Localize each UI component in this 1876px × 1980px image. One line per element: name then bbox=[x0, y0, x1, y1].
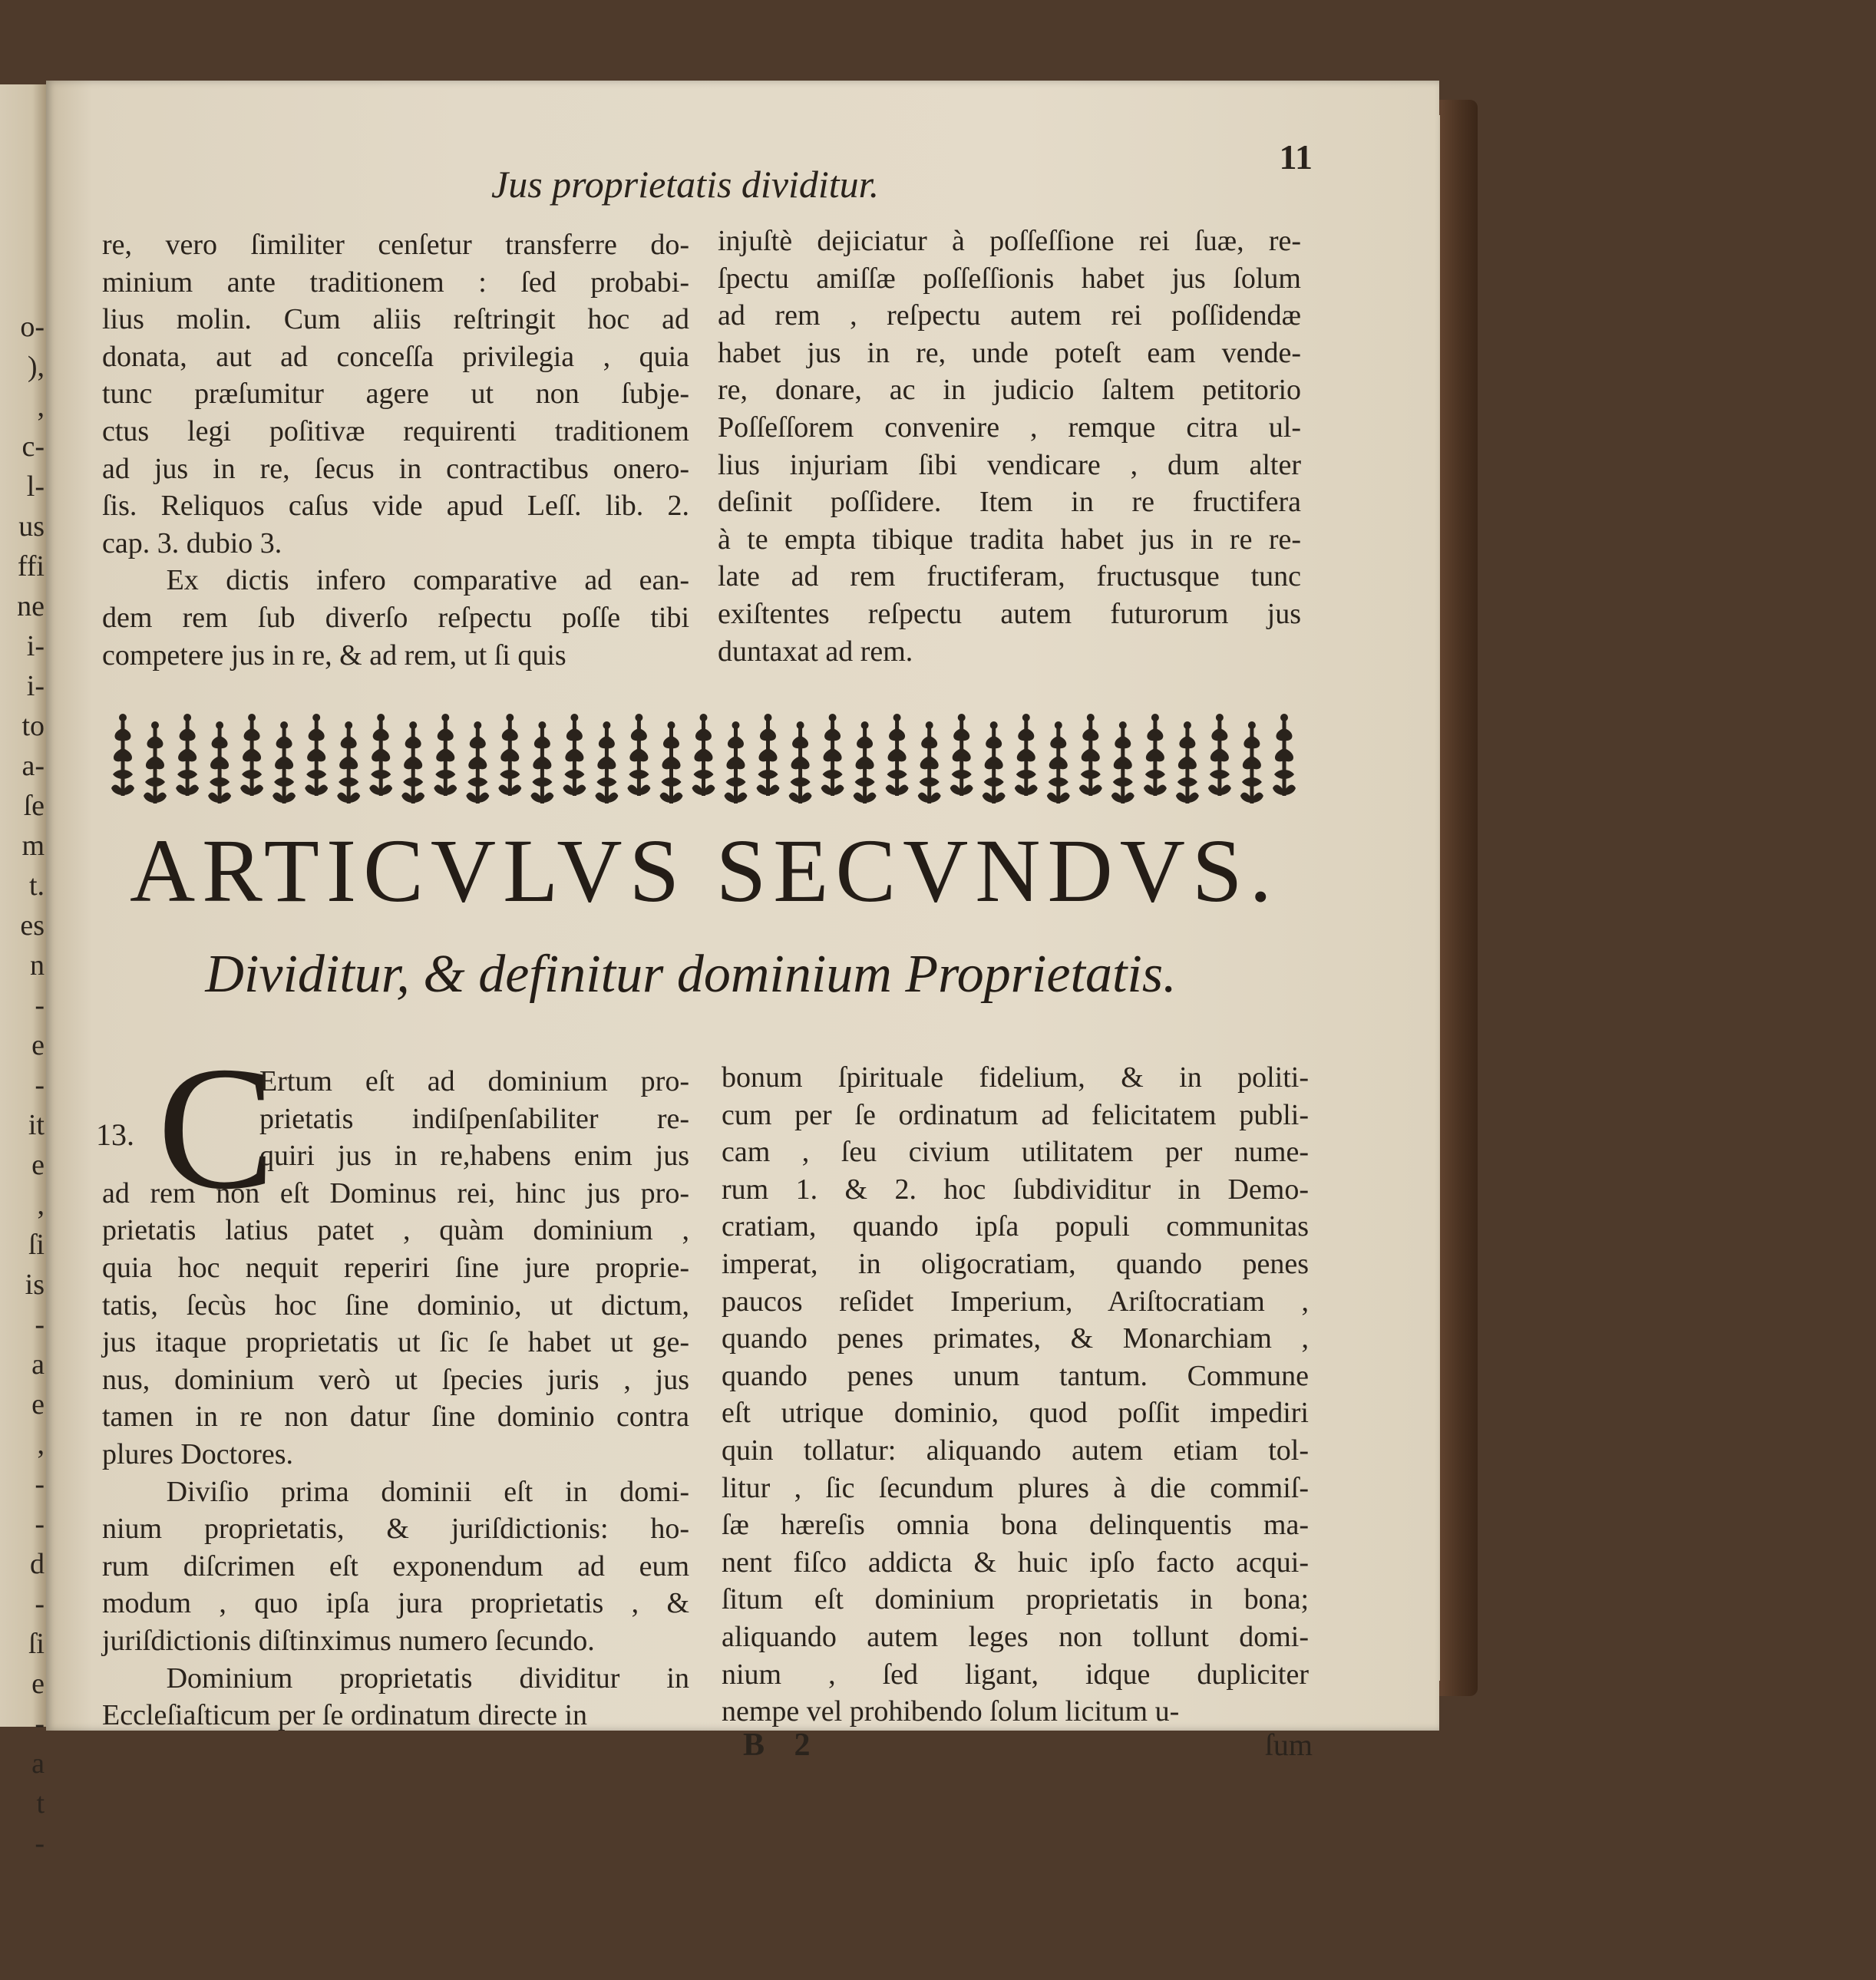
fleuron-ornament bbox=[111, 714, 134, 796]
fleuron-ornament bbox=[563, 714, 586, 796]
text-line: ſis. Reliquos caſus vide apud Leſſ. lib. 2. bbox=[102, 490, 689, 523]
left-fragment: , bbox=[37, 391, 45, 423]
left-fragment: e bbox=[31, 1388, 45, 1421]
left-fragment: ), bbox=[27, 351, 45, 383]
left-fragment: - bbox=[35, 1468, 45, 1500]
left-fragment: i- bbox=[26, 630, 45, 662]
text-line: nent fiſco addicta & huic ipſo facto acqui- bbox=[722, 1546, 1309, 1579]
page-number: 11 bbox=[1279, 137, 1313, 177]
text-column-bottom-right bbox=[722, 1059, 1309, 1731]
text-line: ad rem , reſpectu autem rei poſſidendæ bbox=[718, 299, 1301, 332]
fleuron-ornament bbox=[1208, 714, 1231, 796]
fleuron-ornament bbox=[1015, 714, 1038, 796]
text-line: juriſdictionis diſtinximus numero ſecundo. bbox=[102, 1624, 595, 1657]
fleuron-ornament bbox=[1176, 721, 1199, 804]
section-number: 13. bbox=[96, 1117, 134, 1152]
text-line: aliquando autem leges non tollunt domi- bbox=[722, 1620, 1309, 1653]
text-line: tatis, ſecùs hoc ſine dominio, ut dictum, bbox=[102, 1289, 689, 1322]
left-fragment: - bbox=[35, 1827, 45, 1860]
text-line: habet jus in re, unde poteſt eam vende- bbox=[718, 336, 1301, 369]
ornament-band bbox=[107, 702, 1301, 817]
left-fragment: - bbox=[35, 1708, 45, 1740]
fleuron-ornament bbox=[1047, 721, 1070, 804]
fleuron-ornament bbox=[854, 721, 877, 804]
text-line: tamen in re non datur ſine dominio contra bbox=[102, 1401, 689, 1434]
article-title: ARTICVLVS SECVNDVS. bbox=[129, 820, 1280, 921]
text-line: nium , ſed ligant, idque dupliciter bbox=[722, 1658, 1309, 1691]
text-line: cap. 3. dubio 3. bbox=[102, 526, 282, 559]
text-line: plures Doctores. bbox=[102, 1437, 294, 1470]
fleuron-ornament bbox=[918, 721, 941, 804]
fleuron-ornament bbox=[1273, 714, 1296, 796]
fleuron-ornament bbox=[530, 721, 553, 804]
left-fragment: a bbox=[31, 1747, 45, 1780]
fleuron-ornament bbox=[401, 721, 424, 804]
text-column-top-left bbox=[102, 226, 689, 674]
left-fragment: ffi bbox=[17, 550, 45, 582]
fleuron-ornament bbox=[1144, 714, 1167, 796]
fleuron-ornament bbox=[1111, 721, 1135, 804]
left-fragment: e bbox=[31, 1668, 45, 1700]
text-line: quando penes unum tantum. Commune bbox=[722, 1359, 1309, 1392]
fleuron-ornament bbox=[434, 714, 457, 796]
left-fragment: ſe bbox=[23, 790, 45, 822]
left-fragment: t bbox=[36, 1787, 45, 1820]
fleuron-ornament bbox=[272, 721, 296, 804]
text-line: ſpectu amiſſæ poſſeſſionis habet jus ſolum bbox=[718, 262, 1301, 295]
left-fragment: m bbox=[21, 830, 45, 862]
signature-mark: B 2 bbox=[743, 1728, 821, 1763]
left-fragment: , bbox=[37, 1428, 45, 1460]
text-line: imperat, in oligocratiam, quando penes bbox=[722, 1247, 1309, 1280]
text-line: late ad rem fructiferam, fructusque tunc bbox=[718, 560, 1301, 593]
left-fragment: ſi bbox=[28, 1229, 45, 1261]
text-line: nempe vel prohibendo ſolum licitum u- bbox=[722, 1695, 1180, 1728]
fleuron-ornament bbox=[498, 714, 521, 796]
fleuron-ornament bbox=[1079, 714, 1102, 796]
text-line: quin tollatur: aliquando autem etiam tol- bbox=[722, 1434, 1309, 1467]
text-line: deſinit poſſidere. Item in re fructifera bbox=[718, 486, 1301, 519]
left-fragment: i- bbox=[26, 670, 45, 702]
text-line: litur , ſic ſecundum plures à die commiſ- bbox=[722, 1471, 1309, 1504]
text-line: dem rem ſub diverſo reſpectu poſſe tibi bbox=[102, 601, 689, 634]
fleuron-ornament bbox=[757, 714, 780, 796]
text-line: nium proprietatis, & juriſdictionis: ho- bbox=[102, 1513, 689, 1546]
text-line: Ertum eſt ad dominium pro- bbox=[259, 1065, 689, 1097]
text-line: prietatis indiſpenſabiliter re- bbox=[259, 1102, 689, 1135]
left-fragment: es bbox=[20, 909, 45, 942]
text-line: exiſtentes reſpectu autem futurorum jus bbox=[718, 597, 1301, 630]
fleuron-ornament bbox=[176, 714, 199, 796]
text-line: prietatis latius patet , quàm dominium , bbox=[102, 1214, 689, 1247]
fleuron-ornament bbox=[1240, 721, 1263, 804]
article-subtitle: Dividitur, & definitur dominium Proprietatis. bbox=[205, 945, 1177, 1004]
fleuron-ornament bbox=[337, 721, 360, 804]
text-line: ctus legi poſitivæ requirenti traditionem bbox=[102, 414, 689, 447]
text-line: minium ante traditionem : ſed probabi- bbox=[102, 266, 689, 299]
fleuron-ornament bbox=[369, 714, 392, 796]
left-fragment: c- bbox=[21, 431, 45, 463]
text-line: Poſſeſſorem convenire , remque citra ul- bbox=[718, 411, 1301, 444]
text-line: Dominium proprietatis dividitur in bbox=[166, 1662, 689, 1695]
fleuron-row bbox=[111, 714, 1296, 804]
text-line: competere jus in re, & ad rem, ut ſi quis bbox=[102, 639, 566, 672]
left-fragment: to bbox=[21, 710, 45, 742]
left-fragment: ſi bbox=[28, 1628, 45, 1660]
text-line: quando penes primates, & Monarchiam , bbox=[722, 1322, 1309, 1355]
text-line: ſæ hæreſis omnia bona delinquentis ma- bbox=[722, 1509, 1309, 1542]
left-fragment: t. bbox=[28, 870, 45, 902]
text-line: rum diſcrimen eſt exponendum ad eum bbox=[102, 1549, 689, 1582]
text-line: tunc præſumitur agere ut non ſubje- bbox=[102, 378, 689, 411]
text-line: lius injuriam ſibi vendicare , dum alter bbox=[718, 448, 1301, 481]
fleuron-ornament bbox=[692, 714, 715, 796]
fleuron-ornament bbox=[627, 714, 650, 796]
text-line: cratiam, quando ipſa populi communitas bbox=[722, 1210, 1309, 1243]
left-fragment: - bbox=[35, 1069, 45, 1101]
left-fragment: it bbox=[28, 1109, 45, 1141]
text-line: cum per ſe ordinatum ad felicitatem publi- bbox=[722, 1098, 1309, 1131]
catchword: ſum bbox=[1264, 1728, 1313, 1762]
fleuron-ornament bbox=[305, 714, 328, 796]
running-head: Jus proprietatis dividitur. bbox=[491, 163, 880, 206]
fleuron-ornament bbox=[950, 714, 973, 796]
text-column-top-right bbox=[718, 223, 1301, 670]
left-fragment: l- bbox=[26, 470, 45, 503]
drop-cap: C bbox=[157, 1030, 276, 1226]
fleuron-ornament bbox=[144, 721, 167, 804]
text-line: ſitum eſt dominium proprietatis in bona; bbox=[722, 1583, 1309, 1616]
text-line: paucos reſidet Imperium, Ariſtocratiam , bbox=[722, 1285, 1309, 1318]
text-line: modum , quo ipſa jura proprietatis , & bbox=[102, 1587, 689, 1620]
text-line: re, donare, ac in judicio ſaltem petitorio bbox=[718, 374, 1301, 407]
text-line: donata, aut ad conceſſa privilegia , quia bbox=[102, 340, 689, 373]
fleuron-ornament bbox=[208, 721, 231, 804]
left-fragment: us bbox=[18, 510, 45, 543]
left-fragment: - bbox=[35, 1508, 45, 1540]
text-line: Diviſio prima dominii eſt in domi- bbox=[166, 1475, 689, 1508]
text-line: Eccleſiaſticum per ſe ordinatum directe in bbox=[102, 1699, 588, 1732]
text-column-bottom-left bbox=[102, 1063, 689, 1734]
text-line: à te empta tibique tradita habet jus in re re- bbox=[718, 523, 1301, 556]
text-line: duntaxat ad rem. bbox=[718, 635, 913, 668]
left-fragment: , bbox=[37, 1189, 45, 1221]
text-line: re, vero ſimiliter cenſetur transferre do- bbox=[102, 229, 689, 261]
left-fragment: e bbox=[31, 1149, 45, 1181]
left-fragment: e bbox=[31, 1029, 45, 1061]
fleuron-ornament bbox=[789, 721, 812, 804]
fleuron-ornament bbox=[725, 721, 748, 804]
text-line: rum 1. & 2. hoc ſubdividitur in Demo- bbox=[722, 1173, 1309, 1206]
text-line: bonum ſpirituale fidelium, & in politi- bbox=[722, 1061, 1309, 1094]
left-fragment: n bbox=[30, 949, 45, 982]
left-page-text-fragments bbox=[0, 307, 45, 1863]
text-line: ad rem non eſt Dominus rei, hinc jus pro- bbox=[102, 1176, 689, 1209]
text-line: quiri jus in re,habens enim jus bbox=[259, 1140, 689, 1173]
text-line: jus itaque proprietatis ut ſic ſe habet ut ge- bbox=[102, 1326, 689, 1359]
fleuron-ornament bbox=[660, 721, 683, 804]
text-line: injuſtè dejiciatur à poſſeſſione rei ſuæ, re- bbox=[718, 225, 1301, 257]
text-line: eſt utrique dominio, quod poſſit impediri bbox=[722, 1397, 1309, 1430]
text-line: ad jus in re, ſecus in contractibus onero- bbox=[102, 452, 689, 485]
left-fragment: ne bbox=[17, 590, 45, 622]
left-fragment: - bbox=[35, 1588, 45, 1620]
fleuron-ornament bbox=[595, 721, 618, 804]
left-fragment: d bbox=[30, 1548, 45, 1580]
left-fragment: is bbox=[25, 1269, 45, 1301]
text-line: Ex dictis infero comparative ad ean- bbox=[166, 564, 689, 597]
text-line: lius molin. Cum aliis reſtringit hoc ad bbox=[102, 303, 689, 336]
left-fragment: - bbox=[35, 989, 45, 1021]
fleuron-ornament bbox=[886, 714, 909, 796]
fleuron-ornament bbox=[983, 721, 1006, 804]
left-fragment: a- bbox=[21, 750, 45, 782]
text-line: quia hoc nequit reperiri ſine jure proprie- bbox=[102, 1251, 689, 1284]
fleuron-ornament bbox=[821, 714, 844, 796]
left-fragment: o- bbox=[20, 311, 45, 343]
fleuron-ornament bbox=[240, 714, 263, 796]
left-fragment: - bbox=[35, 1308, 45, 1341]
left-fragment: a bbox=[31, 1348, 45, 1381]
fleuron-ornament bbox=[466, 721, 489, 804]
text-line: cam , ſeu civium utilitatem per nume- bbox=[722, 1136, 1309, 1169]
text-line: nus, dominium verò ut ſpecies juris , jus bbox=[102, 1363, 689, 1396]
left-page-margin bbox=[0, 84, 46, 1860]
